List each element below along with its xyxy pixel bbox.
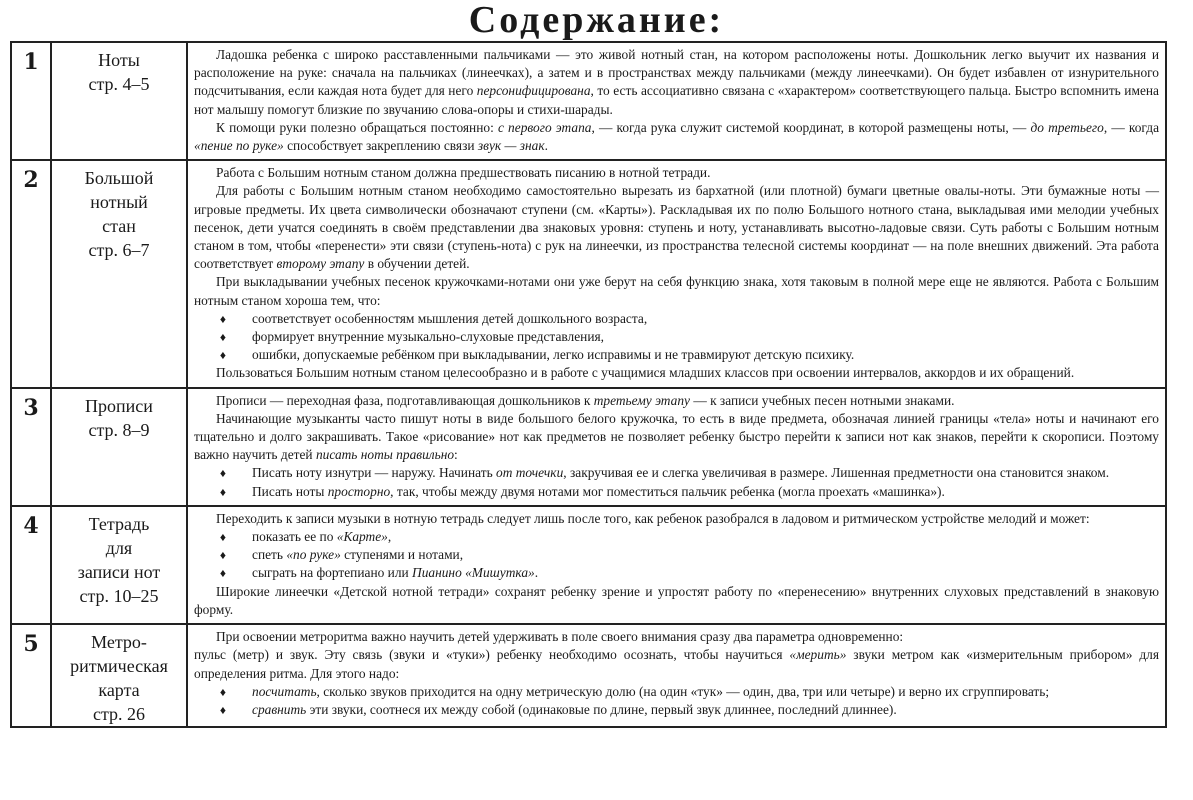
paragraph	[194, 119, 1159, 155]
text-span: , сколько звуков приходится на одну метрическую долю (на один «тук» — один, два, три или четыре) и верно их сгруппировать;	[316, 683, 1050, 699]
emphasis-text: третьему этапу	[593, 392, 690, 408]
paragraph	[194, 164, 1159, 182]
diamond-bullet-icon: ♦	[219, 311, 226, 326]
text-span: , — когда рука служит системой координат, в которой размещены ноты, —	[591, 119, 1031, 135]
section-title-line: Прописи	[85, 395, 153, 416]
emphasis-text: «по руке»	[286, 547, 341, 563]
section-title-line: Большой	[84, 168, 154, 189]
section-number: 3	[11, 388, 51, 506]
emphasis-text: просторно	[327, 483, 391, 499]
paragraph	[194, 628, 1159, 646]
page-title: Содержание:	[468, 0, 725, 41]
text-span: — к записи учебных песен нотными знаками.	[689, 392, 955, 408]
emphasis-text: писать ноты правильно	[315, 447, 455, 463]
section-title-line: карта	[98, 680, 140, 701]
section-number: 5	[11, 624, 51, 727]
section-title-line: Тетрадь	[88, 513, 150, 534]
section-title-cell	[51, 506, 187, 624]
section-title-line: стан	[102, 216, 136, 237]
bullet-item	[194, 464, 1159, 482]
bullet-text	[252, 564, 1159, 582]
text-span: звуки метром как «измерительным прибором» для определения ритма. Для этого надо:	[194, 647, 1159, 681]
text-span: Пользоваться Большим нотным станом целесообразно и в работе с учащимися младших классов при освоении интервалов, аккордов и их обращений.	[216, 365, 1075, 381]
section-description	[187, 42, 1166, 160]
bullet-item	[194, 683, 1159, 701]
text-span: спеть	[252, 547, 287, 563]
paragraph	[194, 410, 1159, 465]
bullet-text	[252, 701, 1159, 719]
contents-table	[10, 41, 1167, 728]
diamond-bullet-icon: ♦	[219, 530, 226, 545]
section-description	[187, 624, 1166, 727]
section-pages: стр. 10–25	[79, 585, 159, 606]
text-span: Для работы с Большим нотным станом необходимо самостоятельно вырезать из бархатной (или плотной) бумаги цветные овалы-ноты. Эти бумажные ноты — игровые предметы. Их цвета символически обозначают ступени (см. «Карты»). Раскладывая их по полю Большого нотного стана, выкладывая ими мелодии учебных песенок, дети учатся соединять в своём представлении два знаковых уровня: ступень и ноту, устанавливать высотно-ладовые связи. Суть работы с Большим нотным станом в том, чтобы «перенести» эти связи (ступень-нота) с рук на линеечки, из пространства телесной системы координат — на поле внешних движений. Эта работа соответствует	[194, 183, 1159, 272]
diamond-bullet-icon: ♦	[219, 484, 226, 499]
text-span: , закручивая ее и слегка увеличивая в размере. Лишенная предметности она становится знаком.	[563, 465, 1110, 481]
text-span: Прописи — переходная фаза, подготавливающая дошкольников к	[216, 392, 594, 408]
section-title-cell	[51, 160, 187, 387]
section-number: 4	[11, 506, 51, 624]
emphasis-text: звук — знак	[477, 138, 545, 154]
contents-row	[11, 624, 1166, 727]
paragraph	[194, 583, 1159, 619]
text-span: эти звуки, соотнеся их между собой (одинаковые по длине, первый звук длиннее, последний длиннее).	[306, 701, 897, 717]
text-span: , то есть ассоциативно связана с «характером» соответствующего пальца. Быстро вспомнить имена нот малышу помогут близкие по звучанию слова-опоры и стихи-шарады.	[194, 83, 1159, 117]
bullet-item	[194, 310, 1159, 328]
emphasis-text: Пианино «Мишутка»	[412, 565, 535, 581]
diamond-bullet-icon: ♦	[219, 702, 226, 717]
section-title-cell	[51, 42, 187, 160]
diamond-bullet-icon: ♦	[219, 684, 226, 699]
emphasis-text: от точечки	[496, 465, 564, 481]
section-number: 2	[11, 160, 51, 387]
bullet-item	[194, 346, 1159, 364]
text-span: При выкладывании учебных песенок кружочками-нотами они уже берут на себя функцию знака, хотя таковым в полной мере еще не являются. Работа с Большим нотным станом хороша тем, что:	[194, 274, 1159, 308]
text-span: , так, чтобы между двумя нотами мог поместиться пальчик ребенка (могла проехать «машинка»).	[390, 483, 945, 499]
contents-table-body	[11, 42, 1166, 727]
section-title-line: Ноты	[98, 50, 140, 70]
paragraph	[194, 46, 1159, 119]
section-pages: стр. 8–9	[88, 419, 150, 440]
text-span: Ладошка ребенка с широко расставленными пальчиками — это живой нотный стан, на котором расположены ноты. Дошкольник легко выучит их названия и расположение на руке: сначала на пальчиках (линеечках), а затем и в пространствах между пальчиками (между линеечками). Он будет избавлен от изнурительного подсчитывания, если каждая нота будет для него	[194, 47, 1159, 99]
text-span: ошибки, допускаемые ребёнком при выкладывании, легко исправимы и не травмируют детскую психику.	[252, 347, 855, 363]
section-pages: стр. 6–7	[88, 240, 150, 261]
contents-row	[11, 42, 1166, 160]
bullet-item	[194, 546, 1159, 564]
diamond-bullet-icon: ♦	[219, 548, 226, 563]
emphasis-text: до третьего	[1030, 119, 1104, 135]
emphasis-text: «мерить»	[789, 647, 847, 663]
bullet-item	[194, 564, 1159, 582]
section-pages: стр. 4–5	[88, 74, 150, 94]
text-span: пульс (метр) и звук. Эту связь (звуки и «туки») ребенку необходимо осознать, чтобы научиться	[194, 647, 790, 663]
bullet-item	[194, 701, 1159, 719]
text-span: в обучении детей.	[364, 256, 470, 272]
emphasis-text: сравнить	[252, 701, 307, 717]
text-span: соответствует особенностям мышления детей дошкольного возраста,	[252, 310, 648, 326]
bullet-text	[252, 464, 1159, 482]
contents-row	[11, 160, 1166, 387]
paragraph	[194, 273, 1159, 309]
emphasis-text: персонифицирована	[476, 83, 591, 99]
bullet-text	[252, 528, 1159, 546]
bullet-text	[252, 328, 1159, 346]
section-title-line: Метро-	[91, 632, 147, 653]
emphasis-text: с первого этапа	[497, 119, 592, 135]
emphasis-text: «пение по руке»	[194, 138, 284, 154]
text-span: ,	[387, 529, 392, 545]
paragraph	[194, 392, 1159, 410]
diamond-bullet-icon: ♦	[219, 566, 226, 581]
emphasis-text: посчитать	[252, 683, 317, 699]
bullet-text	[252, 683, 1159, 701]
paragraph	[194, 182, 1159, 273]
section-description	[187, 388, 1166, 506]
text-span: Писать ноту изнутри — наружу. Начинать	[252, 465, 497, 481]
diamond-bullet-icon: ♦	[219, 330, 226, 345]
section-title-cell	[51, 624, 187, 727]
section-title-line: записи нот	[77, 561, 161, 582]
text-span: , — когда	[1103, 119, 1160, 135]
text-span: формирует внутренние музыкально-слуховые представления,	[252, 329, 605, 345]
section-title-line: для	[105, 537, 133, 558]
text-span: сыграть на фортепиано или	[252, 565, 413, 581]
section-title-cell	[51, 388, 187, 506]
section-title-line: ритмическая	[70, 656, 168, 677]
diamond-bullet-icon: ♦	[219, 348, 226, 363]
section-number: 1	[11, 42, 51, 160]
section-description	[187, 506, 1166, 624]
emphasis-text: «Карте»	[336, 529, 388, 545]
text-span: ступенями и нотами,	[340, 547, 464, 563]
text-span: :	[454, 447, 458, 463]
section-title-line: нотный	[90, 192, 148, 213]
text-span: Писать ноты	[252, 483, 328, 499]
paragraph	[194, 646, 1159, 682]
paragraph	[194, 510, 1159, 528]
text-span: .	[534, 565, 539, 581]
text-span: способствует закреплению связи	[283, 138, 478, 154]
text-span: К помощи руки полезно обращаться постоянно:	[216, 119, 498, 135]
bullet-text	[252, 310, 1159, 328]
text-span: Переходить к записи музыки в нотную тетрадь следует лишь после того, как ребенок разобрался в ладовом и ритмическом устройстве мелодий и может:	[216, 510, 1090, 526]
paragraph	[194, 364, 1159, 382]
bullet-text	[252, 546, 1159, 564]
section-description	[187, 160, 1166, 387]
contents-row	[11, 388, 1166, 506]
bullet-text	[252, 483, 1159, 501]
bullet-item	[194, 483, 1159, 501]
emphasis-text: второму этапу	[276, 256, 365, 272]
diamond-bullet-icon: ♦	[219, 466, 226, 481]
contents-row	[11, 506, 1166, 624]
text-span: Широкие линеечки «Детской нотной тетради» сохранят ребенку зрение и упростят работу по «перенесению» внутренних слуховых представлений в знаковую форму.	[194, 583, 1159, 617]
bullet-item	[194, 528, 1159, 546]
text-span: Начинающие музыканты часто пишут ноты в виде большого белого кружочка, то есть в виде предмета, обозначая линией границы «тела» ноты и начинают его тщательно и долго закрашивать. Такое «рисование» нот как предметов не позволяет ребенку быстро перейти к записи нот как знаков, перейти к скорописи. Поэтому важно научить детей	[194, 410, 1159, 463]
section-pages: стр. 26	[92, 704, 146, 725]
bullet-item	[194, 328, 1159, 346]
bullet-text	[252, 346, 1159, 364]
text-span: показать ее по	[252, 529, 337, 545]
text-span: При освоении метроритма важно научить детей удерживать в поле своего внимания сразу два параметра одновременно:	[216, 629, 904, 645]
text-span: .	[544, 138, 548, 154]
text-span: Работа с Большим нотным станом должна предшествовать писанию в нотной тетради.	[216, 165, 711, 181]
